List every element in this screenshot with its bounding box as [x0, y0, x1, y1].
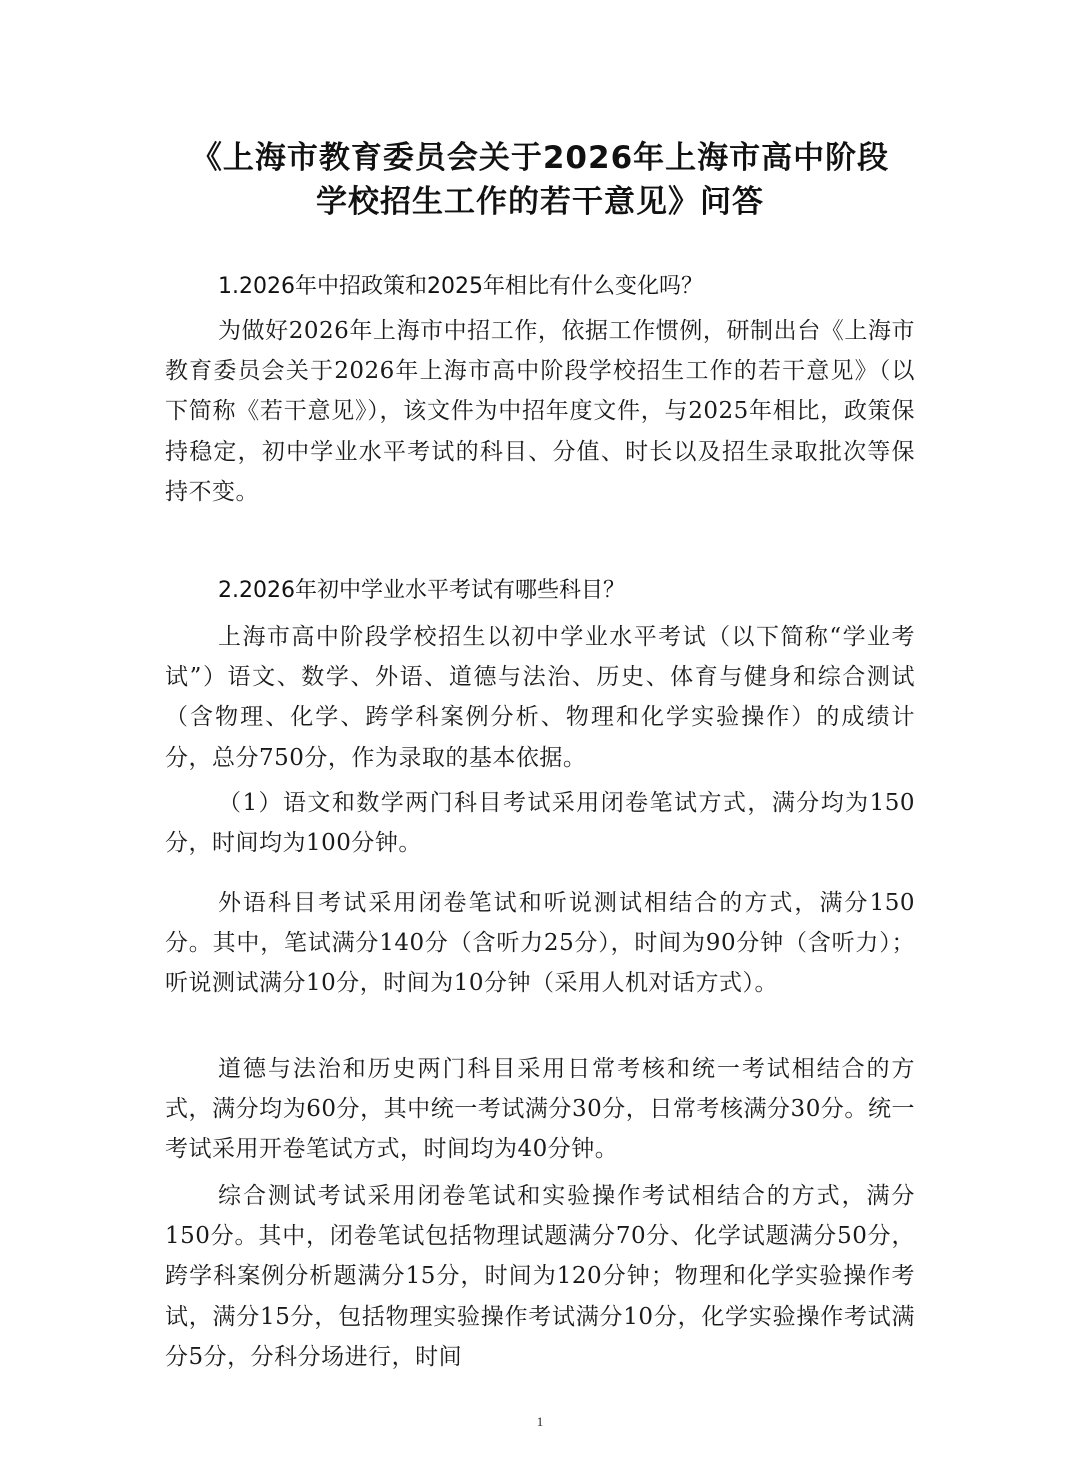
document-title-line-1: 《上海市教育委员会关于2026年上海市高中阶段 — [190, 140, 890, 176]
question-1-answer-paragraph: 为做好2026年上海市中招工作，依据工作惯例，研制出台《上海市教育委员会关于2026年上海市高中阶段学校招生工作的若干意见》（以下简称《若干意见》），该文件为中招年度文件，与2025年相比，政策保持稳定，初中学业水平考试的科目、分值、时长以及招生录取批次等保持不变。 — [165, 318, 915, 505]
question-2-heading: 2.2026年初中学业水平考试有哪些科目？ — [218, 578, 625, 603]
question-2-answer-paragraph-2: （1）语文和数学两门科目考试采用闭卷笔试方式，满分均为150分，时间均为100分钟。 — [165, 790, 915, 857]
question-2-answer-paragraph-4: 道德与法治和历史两门科目采用日常考核和统一考试相结合的方式，满分均为60分，其中统一考试满分30分，日常考核满分30分。统一考试采用开卷笔试方式，时间均为40分钟。 — [165, 1056, 915, 1163]
page-number: 1 — [536, 1414, 544, 1429]
question-2-answer-paragraph-1: 上海市高中阶段学校招生以初中学业水平考试（以下简称“学业考试”）语文、数学、外语、道德与法治、历史、体育与健身和综合测试（含物理、化学、跨学科案例分析、物理和化学实验操作）的成绩计分，总分750分，作为录取的基本依据。 — [165, 624, 915, 771]
document-title-line-2: 学校招生工作的若干意见》问答 — [316, 184, 764, 220]
question-1-heading: 1.2026年中招政策和2025年相比有什么变化吗？ — [218, 274, 703, 299]
question-2-answer-paragraph-3: 外语科目考试采用闭卷笔试和听说测试相结合的方式，满分150分。其中，笔试满分140分（含听力25分），时间为90分钟（含听力）；听说测试满分10分，时间为10分钟（采用人机对话方式）。 — [165, 890, 915, 997]
question-2-answer-paragraph-5: 综合测试考试采用闭卷笔试和实验操作考试相结合的方式，满分150分。其中，闭卷笔试包括物理试题满分70分、化学试题满分50分，跨学科案例分析题满分15分，时间为120分钟；物理和化学实验操作考试，满分15分，包括物理实验操作考试满分10分，化学实验操作考试满分5分，分科分场进行，时间 — [165, 1183, 915, 1370]
